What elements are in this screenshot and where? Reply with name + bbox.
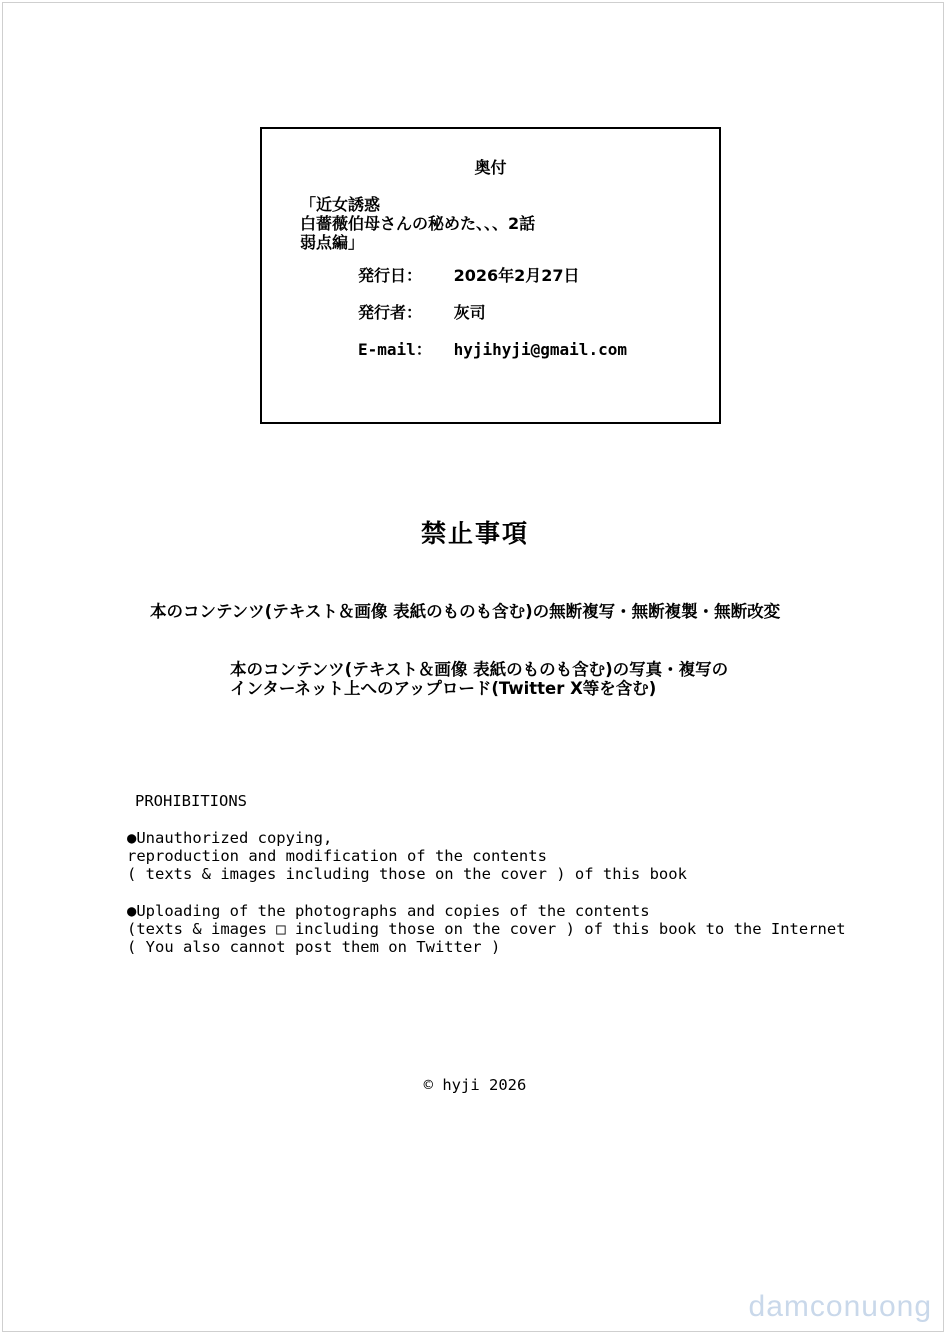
watermark-logo: damconuong <box>748 1290 932 1323</box>
title-line-1: 「近女誘惑 <box>300 195 381 214</box>
publisher-row <box>358 304 486 322</box>
prohibition-en-item-2-line-1: ●Uploading of the photographs and copies of the contents <box>127 902 650 920</box>
prohibition-en-item-1-line-1: ●Unauthorized copying, <box>127 829 333 847</box>
title-line-2: 白薔薇伯母さんの秘めた、、、2話 <box>300 214 536 233</box>
prohibition-jp-item-2-line-1: 本のコンテンツ(テキスト＆画像 表紙のものも含む)の写真・複写の <box>230 660 729 679</box>
email-row <box>358 341 627 359</box>
colophon-heading: 奥付 <box>474 158 507 177</box>
copyright-notice: © hyji 2026 <box>423 1076 527 1094</box>
prohibition-jp-item-1: 本のコンテンツ(テキスト＆画像 表紙のものも含む)の無断複写・無断複製・無断改変 <box>150 602 781 621</box>
prohibition-en-item-1-line-3: ( texts & images including those on the cover ) of this book <box>127 865 687 883</box>
prohibitions-title-jp: 禁止事項 <box>420 519 529 548</box>
publish-date-row <box>358 267 580 285</box>
publish-date-value: 2026年2月27日 <box>453 266 580 285</box>
email-label: E-mail： <box>358 340 432 359</box>
prohibition-en-item-1-line-2: reproduction and modification of the contents <box>127 847 547 865</box>
prohibition-jp-item-2-line-2: インターネット上へのアップロード(Twitter X等を含む) <box>230 679 657 698</box>
email-value: hyjihyji@gmail.com <box>453 340 627 359</box>
publisher-label: 発行者： <box>358 303 423 322</box>
prohibition-en-item-2-line-3: ( You also cannot post them on Twitter ) <box>127 938 501 956</box>
title-line-3: 弱点編」 <box>300 233 365 252</box>
prohibition-en-item-2-line-2: (texts & images □ including those on the cover ) of this book to the Internet <box>127 920 846 938</box>
publisher-value: 灰司 <box>453 303 486 322</box>
colophon-box <box>260 127 721 424</box>
publish-date-label: 発行日： <box>358 266 423 285</box>
prohibitions-title-en: PROHIBITIONS <box>135 792 247 810</box>
